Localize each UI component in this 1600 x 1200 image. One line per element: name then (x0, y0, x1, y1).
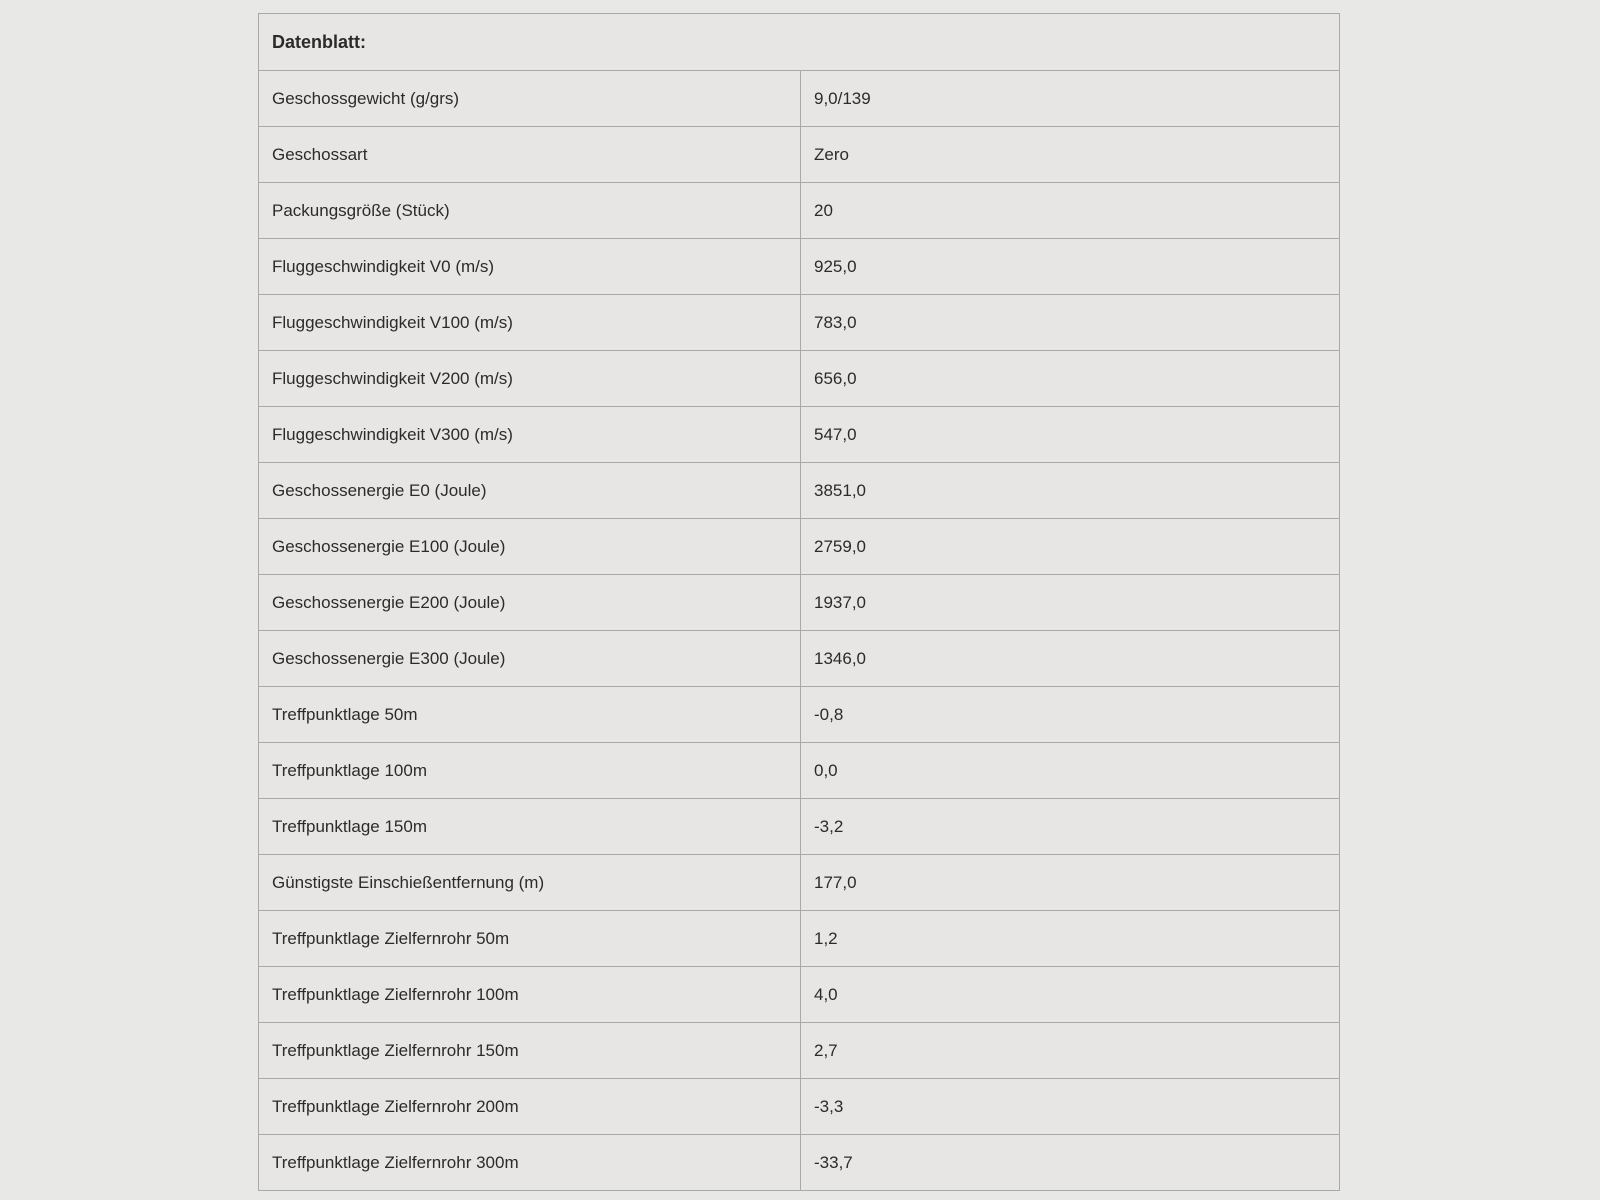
row-label: Günstigste Einschießentfernung (m) (259, 855, 801, 911)
table-row (259, 631, 1340, 687)
table-row (259, 575, 1340, 631)
row-label: Fluggeschwindigkeit V0 (m/s) (259, 239, 801, 295)
table-row (259, 743, 1340, 799)
row-label: Treffpunktlage Zielfernrohr 100m (259, 967, 801, 1023)
row-label: Geschossenergie E100 (Joule) (259, 519, 801, 575)
table-row (259, 239, 1340, 295)
table-row (259, 855, 1340, 911)
row-value: -3,2 (801, 799, 1340, 855)
row-label: Geschossenergie E0 (Joule) (259, 463, 801, 519)
table-row (259, 351, 1340, 407)
table-row (259, 799, 1340, 855)
row-label: Geschossenergie E300 (Joule) (259, 631, 801, 687)
table-row (259, 295, 1340, 351)
datasheet-title: Datenblatt: (259, 14, 1340, 71)
row-label: Fluggeschwindigkeit V300 (m/s) (259, 407, 801, 463)
row-label: Treffpunktlage Zielfernrohr 50m (259, 911, 801, 967)
row-label: Treffpunktlage Zielfernrohr 200m (259, 1079, 801, 1135)
row-label: Fluggeschwindigkeit V100 (m/s) (259, 295, 801, 351)
row-value: 1346,0 (801, 631, 1340, 687)
table-row (259, 1023, 1340, 1079)
row-value: Zero (801, 127, 1340, 183)
table-row (259, 463, 1340, 519)
row-label: Treffpunktlage Zielfernrohr 150m (259, 1023, 801, 1079)
row-value: -0,8 (801, 687, 1340, 743)
row-value: 20 (801, 183, 1340, 239)
row-value: -3,3 (801, 1079, 1340, 1135)
row-label: Treffpunktlage Zielfernrohr 300m (259, 1135, 801, 1191)
datasheet-container (258, 13, 1339, 1191)
row-value: 0,0 (801, 743, 1340, 799)
row-label: Geschossenergie E200 (Joule) (259, 575, 801, 631)
row-value: 2759,0 (801, 519, 1340, 575)
row-value: 547,0 (801, 407, 1340, 463)
row-value: 925,0 (801, 239, 1340, 295)
table-row (259, 71, 1340, 127)
table-row (259, 519, 1340, 575)
table-row (259, 183, 1340, 239)
table-row (259, 1079, 1340, 1135)
table-row (259, 407, 1340, 463)
row-label: Treffpunktlage 150m (259, 799, 801, 855)
row-label: Fluggeschwindigkeit V200 (m/s) (259, 351, 801, 407)
row-value: 177,0 (801, 855, 1340, 911)
row-value: 3851,0 (801, 463, 1340, 519)
row-value: 1,2 (801, 911, 1340, 967)
table-row (259, 911, 1340, 967)
row-value: 783,0 (801, 295, 1340, 351)
table-row (259, 1135, 1340, 1191)
row-label: Treffpunktlage 50m (259, 687, 801, 743)
row-value: 2,7 (801, 1023, 1340, 1079)
table-row (259, 967, 1340, 1023)
row-label: Treffpunktlage 100m (259, 743, 801, 799)
row-value: 9,0/139 (801, 71, 1340, 127)
datasheet-header-row (259, 14, 1340, 71)
row-value: 1937,0 (801, 575, 1340, 631)
row-label: Geschossart (259, 127, 801, 183)
datasheet-table (258, 13, 1340, 1191)
table-row (259, 127, 1340, 183)
row-value: 4,0 (801, 967, 1340, 1023)
row-value: 656,0 (801, 351, 1340, 407)
row-label: Packungsgröße (Stück) (259, 183, 801, 239)
table-row (259, 687, 1340, 743)
row-label: Geschossgewicht (g/grs) (259, 71, 801, 127)
row-value: -33,7 (801, 1135, 1340, 1191)
